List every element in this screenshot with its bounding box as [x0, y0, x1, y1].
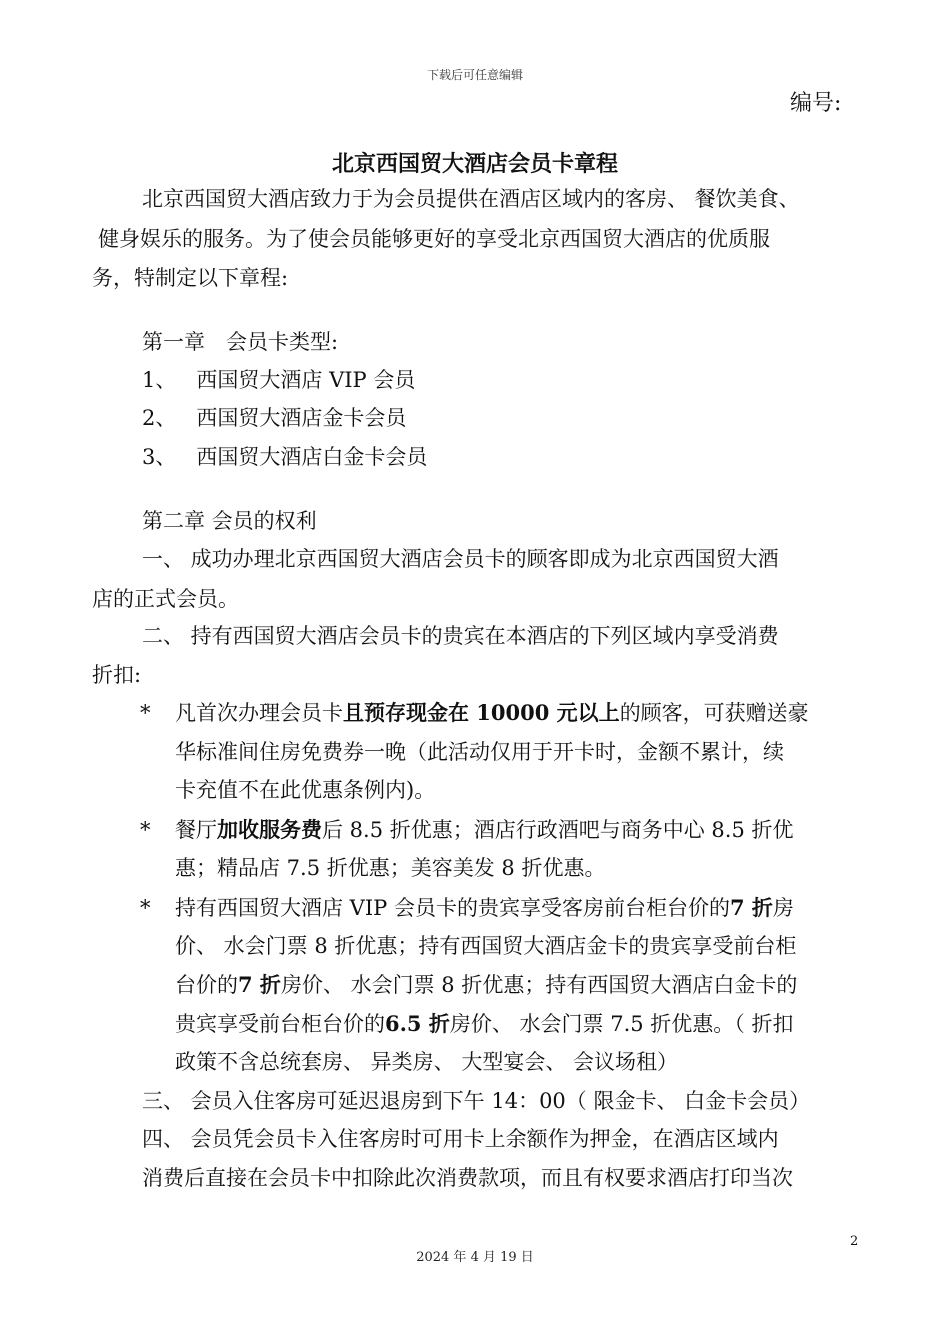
chapter1-item-2: [142, 399, 406, 437]
bullet-2-line-1: [175, 811, 794, 849]
chapter1-item-3: [142, 438, 427, 476]
bullet-mark-2: *: [140, 818, 151, 842]
text-run: 贵宾享受前台柜台价的: [175, 1012, 385, 1036]
chapter2-heading: 第二章 会员的权利: [142, 509, 317, 533]
right-1-line-2: 店的正式会员。: [92, 587, 239, 611]
bullet-1-line-2: 华标准间住房免费券一晚（此活动仅用于开卡时，金额不累计，续: [175, 740, 784, 764]
right-4-line-1: 四、 会员凭会员卡入住客房时可用卡上余额作为押金，在酒店区域内: [142, 1127, 779, 1151]
item-text: 西国贸大酒店白金卡会员: [196, 445, 428, 469]
chapter1-item-1: [142, 361, 415, 399]
text-run: 台价的: [175, 973, 238, 997]
document-title: 北京西国贸大酒店会员卡章程: [331, 151, 618, 177]
text-run: 房价、 水会门票 8 折优惠；持有西国贸大酒店白金卡的: [280, 973, 798, 997]
right-2-line-2: 折扣:: [92, 663, 142, 687]
bullet-mark-1: *: [140, 701, 151, 725]
text-run: 持有西国贸大酒店 VIP 会员卡的贵宾享受客房前台柜台价的: [175, 896, 730, 920]
serial-number-label: 编号:: [790, 91, 842, 116]
bullet-3-line-3: [175, 966, 797, 1004]
intro-line-3: 务，特制定以下章程:: [92, 266, 289, 290]
bullet-1-line-1: [175, 694, 809, 732]
right-3: 三、 会员入住客房可延迟退房到下午 14：00（ 限金卡、 白金卡会员）: [142, 1089, 811, 1113]
bullet-3-line-5: 政策不含总统套房、 异类房、 大型宴会、 会议场租）: [175, 1050, 679, 1074]
bold-run: 且预存现金在 10000 元以上: [343, 700, 620, 725]
right-2-line-1: 二、 持有西国贸大酒店会员卡的贵宾在本酒店的下列区域内享受消费: [142, 624, 779, 648]
bullet-3-line-2: 价、 水会门票 8 折优惠；持有西国贸大酒店金卡的贵宾享受前台柜: [175, 934, 797, 958]
page-number: 2: [850, 1234, 859, 1249]
bullet-2-line-2: 惠；精品店 7.5 折优惠；美容美发 8 折优惠。: [175, 856, 606, 880]
intro-line-1: 北京西国贸大酒店致力于为会员提供在酒店区域内的客房、 餐饮美食、: [142, 187, 800, 211]
item-text: 西国贸大酒店金卡会员: [196, 406, 407, 430]
text-run: 凡首次办理会员卡: [175, 701, 343, 725]
bullet-mark-3: *: [140, 896, 151, 920]
bullet-3-line-4: [175, 1005, 793, 1043]
right-1-line-1: 一、 成功办理北京西国贸大酒店会员卡的顾客即成为北京西国贸大酒: [142, 547, 779, 571]
text-run: 后 8.5 折优惠；酒店行政酒吧与商务中心 8.5 折优: [322, 818, 794, 842]
footer-date: 2024 年 4 月 19 日: [416, 1250, 534, 1265]
intro-line-2: 健身娱乐的服务。为了使会员能够更好的享受北京西国贸大酒店的优质服: [98, 227, 770, 251]
chapter1-heading: 第一章 会员卡类型:: [142, 330, 339, 354]
bullet-1-line-3: 卡充值不在此优惠条例内)。: [175, 778, 436, 802]
text-run: 的顾客，可获赠送豪: [619, 701, 809, 725]
item-text: 西国贸大酒店 VIP 会员: [196, 368, 416, 392]
right-4-line-2: 消费后直接在会员卡中扣除此次消费款项，而且有权要求酒店打印当次: [142, 1166, 793, 1190]
item-number: 3、: [142, 445, 177, 469]
bold-run: 7 折: [729, 895, 773, 920]
item-number: 1、: [142, 368, 177, 392]
text-run: 房价、 水会门票 7.5 折优惠。（ 折扣: [449, 1012, 794, 1036]
text-run: 房: [772, 896, 794, 920]
bold-run: 7 折: [238, 972, 281, 997]
item-number: 2、: [142, 406, 177, 430]
bold-run: 加收服务费: [217, 817, 322, 842]
header-note: 下载后可任意编辑: [426, 68, 523, 82]
bullet-3-line-1: [175, 889, 794, 927]
bold-run: 6.5 折: [385, 1011, 450, 1036]
text-run: 餐厅: [175, 818, 217, 842]
